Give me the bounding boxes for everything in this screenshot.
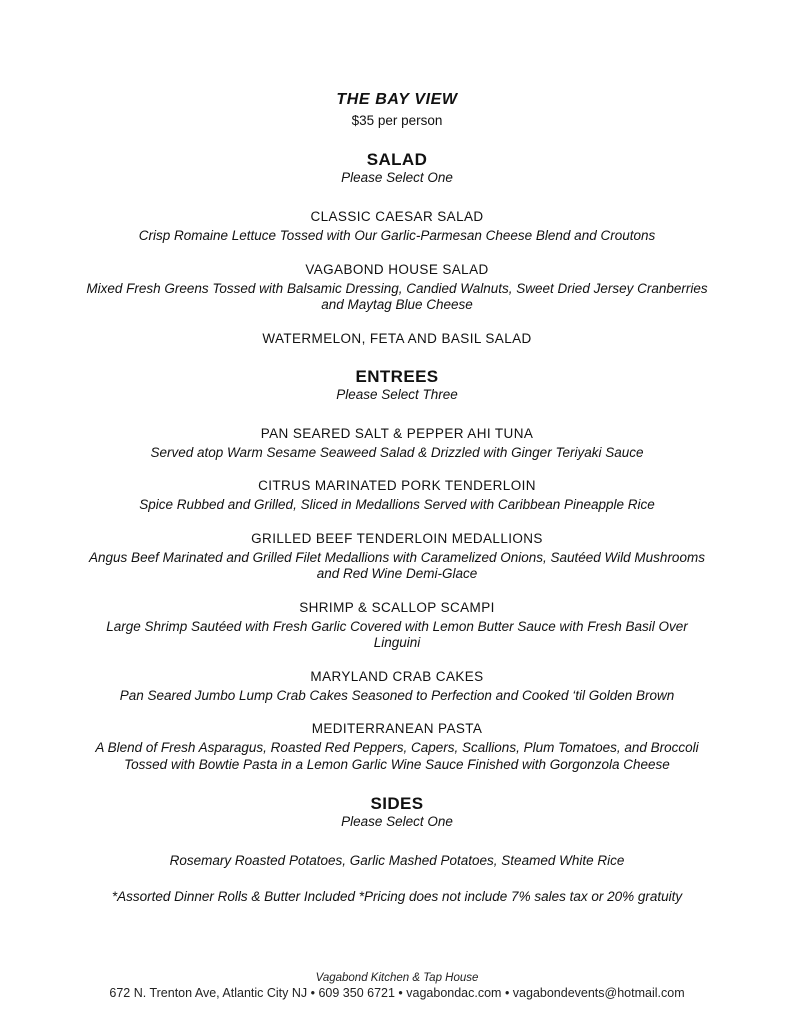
menu-price: $35 per person xyxy=(351,113,443,128)
menu-item-name: VAGABOND HOUSE SALAD xyxy=(305,261,489,277)
menu-item-name: WATERMELON, FETA AND BASIL SALAD xyxy=(262,330,532,346)
menu-title: THE BAY VIEW xyxy=(336,91,458,108)
section-heading-entrees: ENTREES xyxy=(355,366,439,386)
section-entrees xyxy=(0,367,794,774)
menu-item-description: Mixed Fresh Greens Tossed with Balsamic Dressing, Candied Walnuts, Sweet Dried Jersey Cranberries and Maytag Blue Cheese xyxy=(86,280,708,312)
menu-item-description: Spice Rubbed and Grilled, Sliced in Medallions Served with Caribbean Pineapple Rice xyxy=(139,497,655,512)
section-heading-sides: SIDES xyxy=(370,794,424,813)
menu-item xyxy=(0,478,794,514)
menu-item xyxy=(0,669,794,705)
menu-item xyxy=(0,531,794,583)
section-salad xyxy=(0,150,794,346)
menu-item-description: A Blend of Fresh Asparagus, Roasted Red Peppers, Capers, Scallions, Plum Tomatoes, and Broccoli Tossed with Bowtie Pasta in a Lemon Garlic Wine Sauce Finished with Gorgonzola Cheese xyxy=(95,740,699,772)
menu-header xyxy=(0,90,794,129)
menu-item xyxy=(0,853,794,870)
section-instruction-sides: Please Select One xyxy=(341,814,453,829)
menu-item xyxy=(0,209,794,245)
menu-item-description: Angus Beef Marinated and Grilled Filet Medallions with Caramelized Onions, Sautéed Wild Mushrooms and Red Wine Demi-Glace xyxy=(89,549,705,581)
section-instruction-entrees: Please Select Three xyxy=(336,386,458,402)
page-footer xyxy=(0,971,794,1001)
menu-item-name: SHRIMP & SCALLOP SCAMPI xyxy=(299,599,495,615)
section-instruction-salad: Please Select One xyxy=(341,170,453,185)
contact-line: 672 N. Trenton Ave, Atlantic City NJ • 609 350 6721 • vagabondac.com • vagabondevents@hotmail.com xyxy=(109,986,685,1000)
business-name: Vagabond Kitchen & Tap House xyxy=(315,972,479,984)
menu-item-name: GRILLED BEEF TENDERLOIN MEDALLIONS xyxy=(251,530,543,546)
menu-item xyxy=(0,721,794,773)
menu-item-name: PAN SEARED SALT & PEPPER AHI TUNA xyxy=(260,425,534,441)
section-heading-salad: SALAD xyxy=(366,150,428,169)
menu-item xyxy=(0,262,794,314)
menu-item-name: MARYLAND CRAB CAKES xyxy=(310,668,484,684)
menu-item xyxy=(0,600,794,652)
menu-item-description: Crisp Romaine Lettuce Tossed with Our Garlic-Parmesan Cheese Blend and Croutons xyxy=(138,228,656,243)
menu-item-name: CLASSIC CAESAR SALAD xyxy=(310,209,484,224)
menu-item-description: Pan Seared Jumbo Lump Crab Cakes Seasoned to Perfection and Cooked ‘til Golden Brown xyxy=(119,687,675,703)
menu-item xyxy=(0,426,794,462)
menu-item-description: Large Shrimp Sautéed with Fresh Garlic Covered with Lemon Butter Sauce with Fresh Basil Over Linguini xyxy=(106,618,688,650)
menu-item xyxy=(0,331,794,346)
menu-item-description: Rosemary Roasted Potatoes, Garlic Mashed Potatoes, Steamed White Rice xyxy=(169,853,625,868)
pricing-note: *Assorted Dinner Rolls & Butter Included *Pricing does not include 7% sales tax or 20% gratuity xyxy=(111,888,683,904)
menu-item-name: MEDITERRANEAN PASTA xyxy=(311,721,483,736)
section-sides xyxy=(0,794,794,870)
menu-item-name: CITRUS MARINATED PORK TENDERLOIN xyxy=(258,478,536,493)
menu-item-description: Served atop Warm Sesame Seaweed Salad & Drizzled with Ginger Teriyaki Sauce xyxy=(150,444,644,460)
